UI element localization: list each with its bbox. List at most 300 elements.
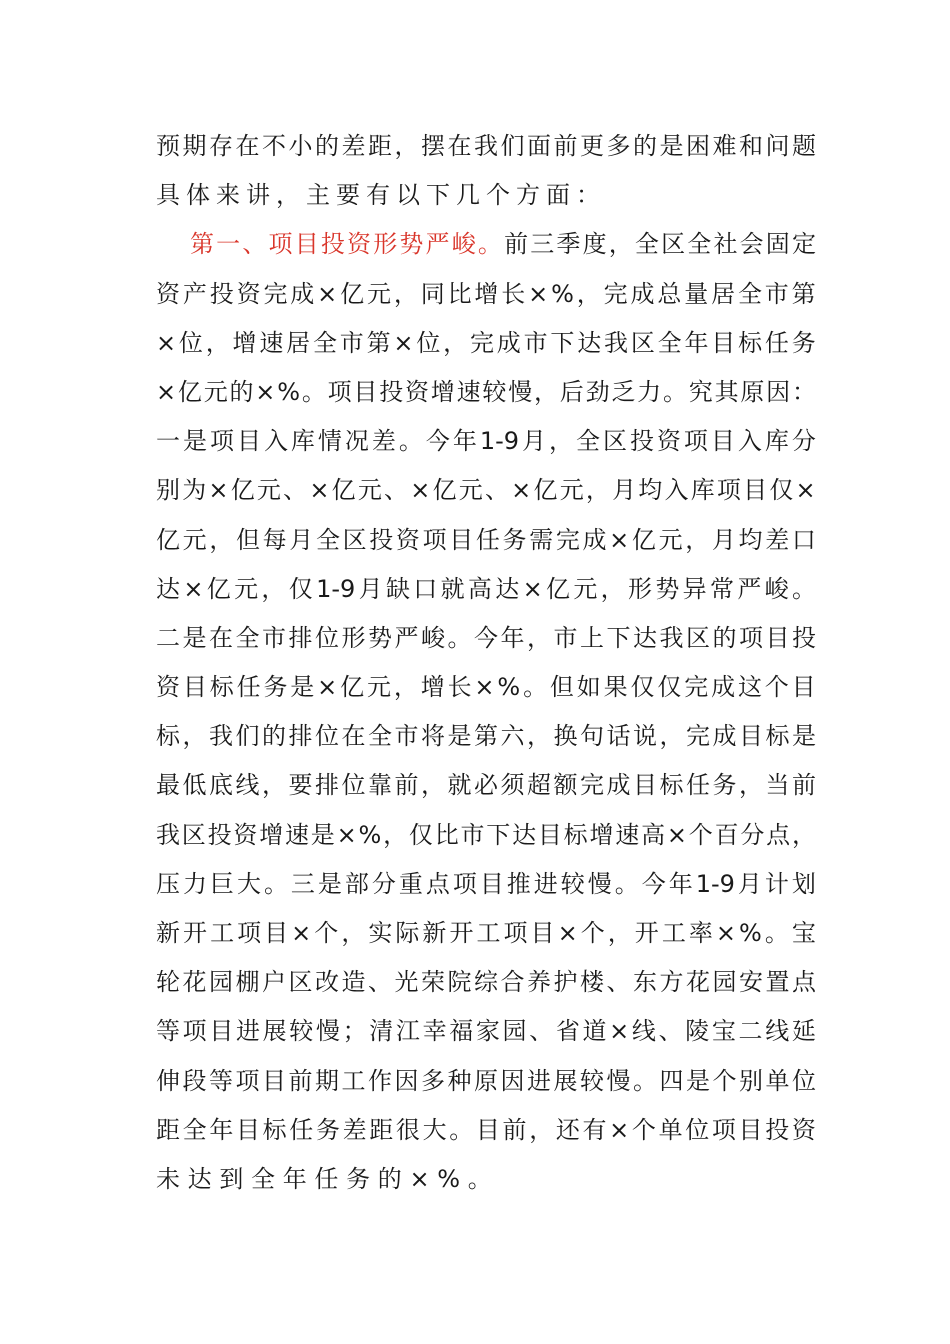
- text-char: 三: [290, 869, 315, 898]
- text-line: [156, 958, 816, 1007]
- text-char: 目: [633, 771, 657, 800]
- text-char: 就: [447, 771, 472, 800]
- text-char: ×: [156, 328, 177, 357]
- text-char: 位: [178, 328, 203, 357]
- text-char: 因: [500, 1066, 525, 1095]
- text-char: 亿: [432, 476, 457, 505]
- text-char: 完: [686, 722, 710, 751]
- text-char: 一: [156, 427, 180, 456]
- text-line: [156, 663, 816, 712]
- text-char: 园: [209, 968, 233, 997]
- text-char: 达: [495, 574, 520, 603]
- text-char: 月: [711, 525, 736, 554]
- text-char: 增: [430, 377, 455, 406]
- text-char: ，: [600, 574, 625, 603]
- text-char: 还: [555, 1115, 580, 1144]
- text-char: ×: [291, 919, 312, 947]
- text-char: 段: [182, 1066, 207, 1095]
- text-char: 目: [738, 1115, 763, 1144]
- text-char: 亿: [177, 377, 202, 406]
- text-char: 点: [792, 968, 816, 997]
- text-char: 元: [234, 574, 259, 603]
- text-char: 比: [434, 820, 459, 849]
- text-char: 期: [182, 132, 207, 160]
- text-char: ×: [609, 1017, 630, 1046]
- text-line: [156, 319, 816, 368]
- text-char: 市: [764, 279, 789, 308]
- text-char: 任: [289, 1115, 314, 1144]
- text-char: 是: [182, 427, 207, 456]
- text-char: 库: [290, 427, 315, 456]
- text-char: 资: [405, 377, 429, 406]
- text-char: 、: [283, 476, 308, 505]
- text-char: 全: [312, 328, 337, 357]
- text-char: 是: [182, 623, 207, 652]
- text-char: 我: [604, 328, 629, 357]
- text-char: 慢: [508, 377, 533, 406]
- text-char: 二: [738, 1017, 763, 1046]
- text-char: 东: [633, 968, 657, 997]
- text-char: 二: [156, 623, 180, 652]
- text-char: 距: [369, 1115, 394, 1144]
- text-char: 线: [235, 771, 260, 800]
- text-char: 全: [737, 279, 762, 308]
- text-char: 入: [664, 476, 689, 505]
- text-char: 仅: [769, 476, 794, 505]
- text-char: 不: [262, 132, 286, 160]
- text-char: 目: [235, 1115, 260, 1144]
- text-char: 严: [737, 574, 762, 603]
- highlight-char: 第: [190, 230, 214, 259]
- text-char: 荣: [421, 968, 445, 997]
- line-text: 未达到全年任务的×%。: [156, 1164, 500, 1193]
- text-char: 月: [358, 574, 383, 603]
- text-char: 别: [156, 476, 180, 505]
- text-char: 年: [684, 328, 709, 357]
- text-char: ，: [182, 722, 207, 751]
- text-char: 严: [394, 623, 419, 652]
- text-char: 区: [602, 427, 627, 456]
- text-char: 和: [739, 132, 763, 160]
- text-char: 项: [182, 1017, 207, 1046]
- text-char: 常: [709, 574, 734, 603]
- text-char: 有: [582, 1115, 607, 1144]
- text-char: 达: [633, 623, 657, 652]
- text-char: 力: [182, 869, 207, 898]
- text-char: ×: [715, 919, 736, 947]
- text-char: 1-9: [479, 427, 520, 456]
- text-char: 养: [527, 968, 551, 997]
- text-char: 单: [765, 1066, 790, 1095]
- text-char: 项: [209, 427, 234, 456]
- text-char: 长: [501, 279, 526, 308]
- text-char: 全: [235, 623, 260, 652]
- text-char: 大: [422, 1115, 447, 1144]
- text-char: 仅: [408, 820, 433, 849]
- text-char: 差: [765, 525, 790, 554]
- text-char: 光: [394, 968, 419, 997]
- text-char: 慢: [587, 869, 612, 898]
- text-char: 园: [712, 968, 737, 997]
- text-char: 成: [606, 771, 631, 800]
- text-char: 高: [641, 820, 666, 849]
- text-char: 工: [341, 1066, 366, 1095]
- text-char: 须: [500, 771, 525, 800]
- text-char: 项: [739, 623, 763, 652]
- text-char: 是: [659, 132, 684, 160]
- text-char: 更: [580, 132, 604, 160]
- text-char: 率: [688, 919, 713, 947]
- text-line: [156, 565, 816, 614]
- text-char: 资: [233, 820, 258, 849]
- text-char: 入: [263, 427, 288, 456]
- text-char: 为: [182, 476, 207, 505]
- text-char: 们: [500, 132, 525, 160]
- text-char: 月: [289, 525, 314, 554]
- text-char: 。: [398, 427, 423, 456]
- text-char: 达: [156, 574, 180, 603]
- text-char: ，: [607, 919, 632, 947]
- text-char: 务: [315, 1115, 340, 1144]
- text-char: 市: [523, 328, 548, 357]
- text-char: ，: [341, 919, 366, 947]
- text-char: 目: [537, 820, 562, 849]
- text-char: 较: [482, 377, 507, 406]
- text-char: ，: [548, 427, 573, 456]
- text-char: 元: [458, 476, 483, 505]
- text-char: 的: [229, 377, 254, 406]
- text-char: 库: [764, 427, 789, 456]
- highlight-char: 投: [320, 230, 345, 259]
- text-char: 三: [530, 230, 555, 259]
- text-char: 的: [712, 623, 737, 652]
- highlight-char: 一: [216, 230, 241, 259]
- text-char: 因: [394, 1066, 419, 1095]
- text-char: 宝: [791, 919, 816, 947]
- text-char: 。: [523, 673, 548, 702]
- text-char: ×: [474, 673, 495, 702]
- text-char: 花: [686, 968, 710, 997]
- text-char: 元: [357, 476, 382, 505]
- text-char: 、: [384, 476, 409, 505]
- text-char: 差: [342, 1115, 367, 1144]
- text-char: 分: [740, 820, 765, 849]
- text-char: ，: [659, 722, 684, 751]
- text-line: [156, 1057, 816, 1106]
- text-line: [156, 761, 816, 810]
- text-char: 力: [637, 377, 662, 406]
- text-char: 亿: [533, 476, 558, 505]
- text-char: 投: [207, 820, 232, 849]
- text-char: ：: [791, 377, 816, 406]
- text-char: 完: [580, 771, 604, 800]
- text-char: ，: [443, 328, 468, 357]
- text-char: 亿: [331, 476, 356, 505]
- text-char: 福: [449, 1017, 474, 1046]
- text-char: 是: [310, 820, 335, 849]
- text-char: 均: [638, 476, 663, 505]
- text-char: 需: [529, 525, 554, 554]
- text-char: 区: [661, 230, 686, 259]
- text-char: 说: [633, 722, 657, 751]
- text-char: 工: [661, 919, 686, 947]
- text-char: 距: [156, 1115, 180, 1144]
- text-char: 在: [341, 722, 366, 751]
- highlight-char: 形: [373, 230, 398, 259]
- text-char: 难: [712, 132, 737, 160]
- text-char: 目: [449, 525, 474, 554]
- text-char: 下: [550, 328, 575, 357]
- text-char: 较: [580, 1066, 604, 1095]
- text-char: 元: [256, 476, 281, 505]
- text-char: 目: [236, 427, 261, 456]
- text-char: 劲: [585, 377, 610, 406]
- text-char: 家: [475, 1017, 500, 1046]
- text-char: 我: [209, 722, 233, 751]
- text-char: 成: [496, 328, 521, 357]
- text-char: 达: [512, 820, 537, 849]
- text-char: 元: [182, 525, 207, 554]
- text-char: 延: [791, 1017, 816, 1046]
- text-char: 工: [476, 919, 501, 947]
- text-char: 因: [766, 377, 791, 406]
- text-char: 当: [765, 771, 790, 800]
- text-char: 度: [582, 230, 607, 259]
- text-char: 。: [764, 919, 789, 947]
- text-char: 实: [368, 919, 393, 947]
- text-char: 亿: [546, 574, 571, 603]
- text-char: 速: [456, 377, 481, 406]
- text-char: ×: [557, 919, 578, 947]
- text-char: 季: [556, 230, 581, 259]
- text-line: [156, 270, 816, 319]
- text-char: 很: [395, 1115, 420, 1144]
- text-char: 、: [368, 968, 392, 997]
- text-char: 区: [288, 968, 313, 997]
- text-char: ×: [255, 377, 276, 406]
- text-char: 前: [504, 230, 529, 259]
- text-char: 投: [792, 623, 816, 652]
- text-char: 题: [792, 132, 816, 160]
- text-char: 展: [262, 1017, 287, 1046]
- text-char: ，: [585, 476, 610, 505]
- text-char: ×: [522, 574, 543, 603]
- text-char: 位: [341, 771, 366, 800]
- text-char: 增: [259, 820, 284, 849]
- text-char: 线: [765, 1017, 790, 1046]
- text-char: 标: [659, 771, 684, 800]
- text-char: %: [739, 919, 762, 947]
- text-char: 棚: [235, 968, 260, 997]
- text-char: ，: [261, 574, 286, 603]
- text-char: 量: [684, 279, 709, 308]
- text-char: 资: [236, 279, 261, 308]
- body-text: [156, 122, 816, 1204]
- text-char: 果: [603, 673, 628, 702]
- text-char: ，: [527, 722, 551, 751]
- text-line: [156, 417, 816, 466]
- text-char: 完: [603, 279, 628, 308]
- text-char: 项: [683, 427, 708, 456]
- text-char: 个: [764, 673, 789, 702]
- highlight-char: 峻: [451, 230, 476, 259]
- text-char: 。: [633, 1066, 657, 1095]
- text-char: 困: [686, 132, 710, 160]
- text-char: 其: [714, 377, 739, 406]
- text-char: 任: [686, 771, 710, 800]
- text-line: [156, 171, 816, 220]
- text-char: 合: [500, 968, 525, 997]
- text-char: 前: [502, 1115, 527, 1144]
- text-char: ，: [205, 328, 230, 357]
- text-char: 。: [662, 377, 687, 406]
- text-char: 我: [474, 132, 498, 160]
- text-char: 务: [502, 525, 527, 554]
- text-char: 工: [210, 919, 235, 947]
- text-char: 区: [630, 328, 655, 357]
- text-char: %: [358, 820, 382, 849]
- text-char: 任: [475, 525, 500, 554]
- text-line: [156, 1106, 816, 1155]
- text-char: 元: [203, 377, 228, 406]
- text-char: 省: [555, 1017, 580, 1046]
- line-text: 具体来讲，主要有以下几个方面：: [156, 181, 606, 210]
- text-char: 究: [688, 377, 713, 406]
- text-char: 下: [606, 623, 631, 652]
- text-char: 花: [182, 968, 207, 997]
- text-char: ，: [209, 525, 234, 554]
- text-char: 完: [469, 328, 494, 357]
- text-char: 前: [394, 771, 419, 800]
- text-char: ×: [208, 476, 229, 505]
- text-char: 开: [449, 919, 474, 947]
- text-char: 超: [527, 771, 551, 800]
- text-char: 乏: [611, 377, 636, 406]
- text-char: 标: [563, 820, 588, 849]
- text-char: 市: [460, 820, 485, 849]
- text-char: 这: [737, 673, 762, 702]
- text-char: 推: [506, 869, 531, 898]
- text-char: ，: [383, 820, 408, 849]
- text-char: 成: [582, 525, 607, 554]
- text-char: 元: [559, 476, 584, 505]
- text-char: 是: [447, 722, 472, 751]
- text-char: 成: [712, 722, 737, 751]
- text-char: ，: [739, 771, 763, 800]
- text-char: ×: [156, 377, 177, 406]
- text-char: 个: [314, 919, 339, 947]
- text-char: 较: [289, 1017, 314, 1046]
- text-char: 目: [475, 1115, 500, 1144]
- text-char: 投: [765, 1115, 790, 1144]
- text-char: 楼: [580, 968, 604, 997]
- text-char: 成: [630, 279, 655, 308]
- text-char: ×: [528, 279, 549, 308]
- text-char: 位: [315, 722, 339, 751]
- text-char: ×: [410, 476, 431, 505]
- text-char: 项: [716, 476, 741, 505]
- text-char: 开: [183, 919, 208, 947]
- text-char: 在: [209, 623, 233, 652]
- text-char: 形: [341, 623, 366, 652]
- text-char: 前: [553, 132, 578, 160]
- text-char: 伸: [156, 1066, 180, 1095]
- text-char: 目: [791, 673, 816, 702]
- text-char: 新: [422, 919, 447, 947]
- text-char: 口: [413, 574, 438, 603]
- text-char: 面: [527, 132, 551, 160]
- text-char: 清: [369, 1017, 394, 1046]
- text-char: 、: [484, 476, 509, 505]
- text-char: 目: [182, 673, 207, 702]
- text-char: 单: [658, 1115, 683, 1144]
- text-char: 标: [738, 328, 763, 357]
- text-char: 前: [288, 1066, 313, 1095]
- text-char: 资: [156, 673, 180, 702]
- text-char: 际: [395, 919, 420, 947]
- highlight-char: 资: [347, 230, 372, 259]
- text-char: 我: [659, 623, 684, 652]
- text-char: 是: [290, 673, 315, 702]
- text-char: ，: [421, 771, 445, 800]
- text-char: 亿: [340, 673, 365, 702]
- text-char: 额: [553, 771, 578, 800]
- text-line: [156, 220, 816, 269]
- highlight-char: 目: [294, 230, 319, 259]
- text-char: 峻: [421, 623, 445, 652]
- text-char: 种: [447, 1066, 472, 1095]
- text-char: 话: [606, 722, 631, 751]
- text-char: 固: [765, 230, 790, 259]
- text-char: 要: [288, 771, 313, 800]
- text-char: ，: [533, 377, 558, 406]
- text-char: 位: [416, 328, 441, 357]
- text-char: 年: [500, 623, 525, 652]
- text-char: 开: [634, 919, 659, 947]
- text-char: 预: [156, 132, 180, 160]
- text-char: 成: [290, 279, 315, 308]
- highlight-char: 严: [425, 230, 450, 259]
- text-char: 增: [474, 279, 499, 308]
- text-char: 全: [182, 1115, 207, 1144]
- text-char: 展: [553, 1066, 578, 1095]
- text-char: 全: [687, 230, 712, 259]
- text-char: 、: [606, 968, 631, 997]
- text-char: 改: [315, 968, 339, 997]
- text-char: 势: [655, 574, 680, 603]
- text-char: 轮: [156, 968, 180, 997]
- text-char: 任: [764, 328, 789, 357]
- text-char: 成: [711, 673, 736, 702]
- text-char: 1-9: [316, 574, 356, 603]
- text-char: 原: [474, 1066, 498, 1095]
- text-char: 如: [576, 673, 601, 702]
- text-char: 项: [452, 869, 477, 898]
- text-char: 入: [737, 427, 762, 456]
- text-char: 今: [425, 427, 450, 456]
- text-char: 势: [368, 623, 392, 652]
- text-char: 库: [690, 476, 715, 505]
- text-char: 小: [288, 132, 313, 160]
- text-char: 亿: [631, 525, 656, 554]
- text-char: 、: [529, 1017, 554, 1046]
- text-char: 居: [286, 328, 311, 357]
- text-char: 院: [447, 968, 472, 997]
- text-char: 项: [711, 1115, 736, 1144]
- text-char: 务: [791, 328, 816, 357]
- text-char: ，: [685, 525, 710, 554]
- text-line: [156, 860, 816, 909]
